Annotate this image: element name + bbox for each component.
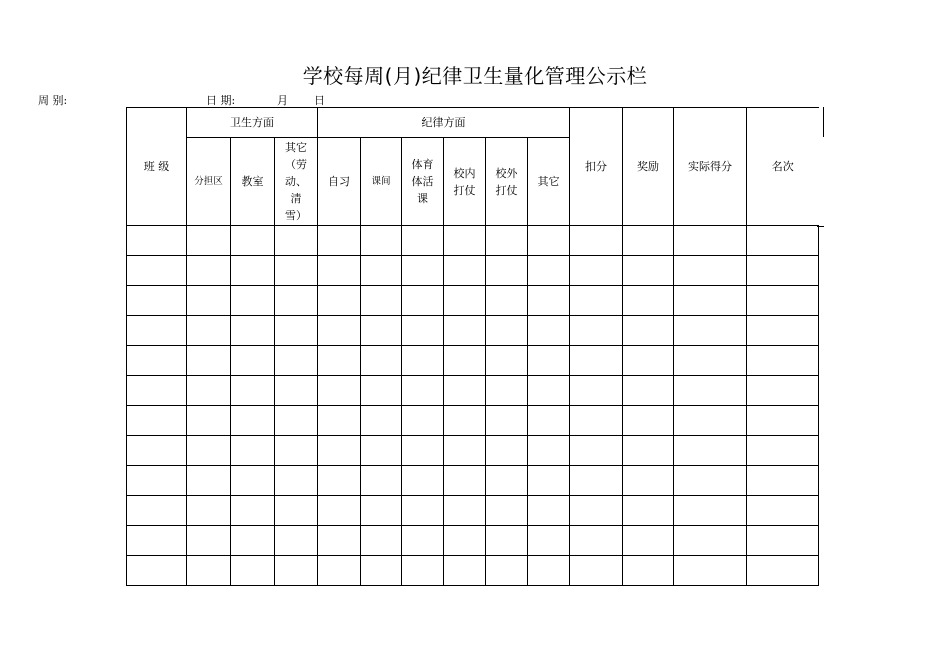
rank-header: 名次 — [747, 108, 819, 226]
table-cell — [275, 376, 318, 406]
table-cell — [444, 286, 486, 316]
table-row — [127, 436, 819, 466]
table-cell — [402, 436, 444, 466]
table-cell — [361, 376, 402, 406]
discipline-col-selfstudy: 自习 — [318, 138, 361, 226]
table-cell — [318, 496, 361, 526]
table-cell — [275, 496, 318, 526]
table-cell — [486, 256, 528, 286]
table-cell — [275, 286, 318, 316]
table-cell — [623, 526, 674, 556]
table-cell — [570, 466, 623, 496]
table-row — [127, 256, 819, 286]
discipline-col-pe: 体育 体活 课 — [402, 138, 444, 226]
table-cell — [528, 256, 570, 286]
table-cell — [402, 376, 444, 406]
table-cell — [402, 256, 444, 286]
class-header: 班 级 — [127, 108, 187, 226]
table-cell — [127, 406, 187, 436]
table-cell — [231, 556, 275, 586]
table-cell — [361, 286, 402, 316]
table-cell — [747, 316, 819, 346]
table-cell — [361, 436, 402, 466]
table-cell — [231, 226, 275, 256]
table-cell — [570, 436, 623, 466]
table-cell — [570, 406, 623, 436]
table-cell — [674, 406, 747, 436]
table-cell — [623, 346, 674, 376]
table-cell — [187, 526, 231, 556]
table-cell — [528, 316, 570, 346]
table-cell — [486, 226, 528, 256]
hygiene-group-header: 卫生方面 — [187, 108, 318, 138]
table-cell — [528, 556, 570, 586]
table-cell — [231, 436, 275, 466]
table-cell — [187, 376, 231, 406]
actual-score-header: 实际得分 — [674, 108, 747, 226]
table-cell — [747, 406, 819, 436]
table-cell — [187, 436, 231, 466]
table-row — [127, 226, 819, 256]
table-cell — [127, 496, 187, 526]
table-cell — [674, 376, 747, 406]
table-cell — [623, 226, 674, 256]
table-cell — [187, 406, 231, 436]
table-cell — [570, 286, 623, 316]
table-row — [127, 286, 819, 316]
table-cell — [231, 526, 275, 556]
table-cell — [318, 226, 361, 256]
table-cell — [402, 346, 444, 376]
table-cell — [486, 556, 528, 586]
table-cell — [747, 286, 819, 316]
table-cell — [528, 436, 570, 466]
week-label: 周 别: — [38, 94, 68, 107]
scoreboard-table — [126, 107, 819, 586]
table-row — [127, 496, 819, 526]
table-cell — [187, 556, 231, 586]
table-cell — [486, 376, 528, 406]
table-right-edge — [823, 107, 824, 137]
table-cell — [402, 286, 444, 316]
month-label: 月 — [277, 94, 288, 107]
table-cell — [187, 286, 231, 316]
table-cell — [674, 556, 747, 586]
table-cell — [402, 556, 444, 586]
table-cell — [623, 556, 674, 586]
table-cell — [747, 556, 819, 586]
discipline-col-fight-inside: 校内 打仗 — [444, 138, 486, 226]
table-rule-extension — [817, 226, 824, 227]
table-cell — [747, 226, 819, 256]
table-cell — [444, 376, 486, 406]
hygiene-col-other: 其它 （劳 动、 清 雪） — [275, 138, 318, 226]
table-cell — [402, 496, 444, 526]
table-cell — [402, 526, 444, 556]
table-cell — [275, 526, 318, 556]
table-cell — [318, 376, 361, 406]
table-cell — [187, 226, 231, 256]
table-cell — [570, 226, 623, 256]
table-cell — [674, 436, 747, 466]
table-row — [127, 346, 819, 376]
table-cell — [747, 256, 819, 286]
table-cell — [275, 256, 318, 286]
table-cell — [318, 346, 361, 376]
table-cell — [623, 466, 674, 496]
table-cell — [528, 466, 570, 496]
table-cell — [674, 526, 747, 556]
table-cell — [528, 376, 570, 406]
table-cell — [127, 226, 187, 256]
table-cell — [674, 286, 747, 316]
hygiene-col-area: 分担区 — [187, 138, 231, 226]
table-cell — [127, 436, 187, 466]
table-cell — [486, 316, 528, 346]
table-cell — [127, 466, 187, 496]
table-cell — [444, 496, 486, 526]
table-cell — [402, 316, 444, 346]
table-cell — [528, 346, 570, 376]
table-cell — [231, 256, 275, 286]
table-cell — [127, 286, 187, 316]
table-cell — [486, 496, 528, 526]
table-cell — [361, 496, 402, 526]
table-cell — [187, 346, 231, 376]
discipline-col-recess: 课间 — [361, 138, 402, 226]
deduction-header: 扣分 — [570, 108, 623, 226]
table-cell — [444, 256, 486, 286]
table-cell — [486, 346, 528, 376]
table-cell — [127, 316, 187, 346]
table-cell — [444, 406, 486, 436]
table-cell — [231, 406, 275, 436]
document-title: 学校每周(月)纪律卫生量化管理公示栏 — [302, 64, 648, 88]
table-cell — [361, 466, 402, 496]
table-cell — [318, 406, 361, 436]
table-cell — [318, 466, 361, 496]
table-row — [127, 526, 819, 556]
table-cell — [674, 466, 747, 496]
table-cell — [275, 226, 318, 256]
table-row — [127, 556, 819, 586]
table-cell — [674, 316, 747, 346]
table-cell — [570, 316, 623, 346]
table-cell — [444, 556, 486, 586]
reward-header: 奖励 — [623, 108, 674, 226]
table-cell — [318, 526, 361, 556]
table-cell — [231, 376, 275, 406]
table-cell — [623, 406, 674, 436]
table-row — [127, 406, 819, 436]
table-cell — [444, 346, 486, 376]
table-cell — [318, 556, 361, 586]
table-cell — [747, 346, 819, 376]
table-cell — [674, 346, 747, 376]
table-cell — [231, 496, 275, 526]
table-cell — [623, 376, 674, 406]
table-cell — [570, 346, 623, 376]
table-cell — [674, 496, 747, 526]
table-cell — [361, 406, 402, 436]
discipline-group-header: 纪律方面 — [318, 108, 570, 138]
table-cell — [187, 466, 231, 496]
table-cell — [444, 466, 486, 496]
table-cell — [623, 316, 674, 346]
table-cell — [486, 286, 528, 316]
table-row — [127, 316, 819, 346]
table-cell — [570, 496, 623, 526]
table-cell — [231, 316, 275, 346]
table-cell — [275, 316, 318, 346]
table-cell — [623, 286, 674, 316]
table-cell — [747, 496, 819, 526]
table-cell — [623, 436, 674, 466]
table-cell — [486, 466, 528, 496]
table-cell — [623, 496, 674, 526]
day-label: 日 — [314, 94, 325, 107]
table-cell — [570, 376, 623, 406]
table-cell — [275, 436, 318, 466]
table-row — [127, 466, 819, 496]
table-row — [127, 376, 819, 406]
hygiene-col-classroom: 教室 — [231, 138, 275, 226]
discipline-col-other: 其它 — [528, 138, 570, 226]
table-cell — [318, 316, 361, 346]
table-cell — [444, 526, 486, 556]
table-cell — [528, 526, 570, 556]
table-cell — [444, 226, 486, 256]
table-cell — [444, 436, 486, 466]
table-cell — [127, 376, 187, 406]
table-cell — [231, 286, 275, 316]
table-cell — [528, 496, 570, 526]
table-cell — [528, 406, 570, 436]
table-cell — [747, 526, 819, 556]
table-cell — [570, 256, 623, 286]
table-cell — [318, 436, 361, 466]
table-cell — [187, 496, 231, 526]
table-cell — [528, 226, 570, 256]
table-cell — [747, 376, 819, 406]
table-cell — [231, 466, 275, 496]
table-cell — [402, 226, 444, 256]
table-cell — [747, 466, 819, 496]
table-cell — [127, 556, 187, 586]
table-cell — [486, 406, 528, 436]
table-cell — [623, 256, 674, 286]
table-cell — [402, 466, 444, 496]
table-cell — [318, 256, 361, 286]
table-cell — [231, 346, 275, 376]
table-cell — [486, 526, 528, 556]
table-cell — [275, 556, 318, 586]
table-cell — [275, 346, 318, 376]
table-cell — [127, 346, 187, 376]
table-cell — [444, 316, 486, 346]
table-cell — [187, 256, 231, 286]
discipline-col-fight-outside: 校外 打仗 — [486, 138, 528, 226]
table-cell — [361, 316, 402, 346]
table-cell — [674, 226, 747, 256]
date-label: 日 期: — [206, 94, 236, 107]
table-cell — [361, 526, 402, 556]
table-cell — [570, 556, 623, 586]
table-cell — [361, 346, 402, 376]
table-cell — [402, 406, 444, 436]
table-cell — [486, 436, 528, 466]
table-cell — [361, 226, 402, 256]
table-cell — [361, 556, 402, 586]
table-cell — [275, 466, 318, 496]
table-cell — [275, 406, 318, 436]
table-cell — [187, 316, 231, 346]
table-cell — [127, 256, 187, 286]
table-cell — [127, 526, 187, 556]
table-cell — [318, 286, 361, 316]
table-cell — [570, 526, 623, 556]
table-cell — [674, 256, 747, 286]
table-cell — [747, 436, 819, 466]
table-cell — [361, 256, 402, 286]
table-cell — [528, 286, 570, 316]
